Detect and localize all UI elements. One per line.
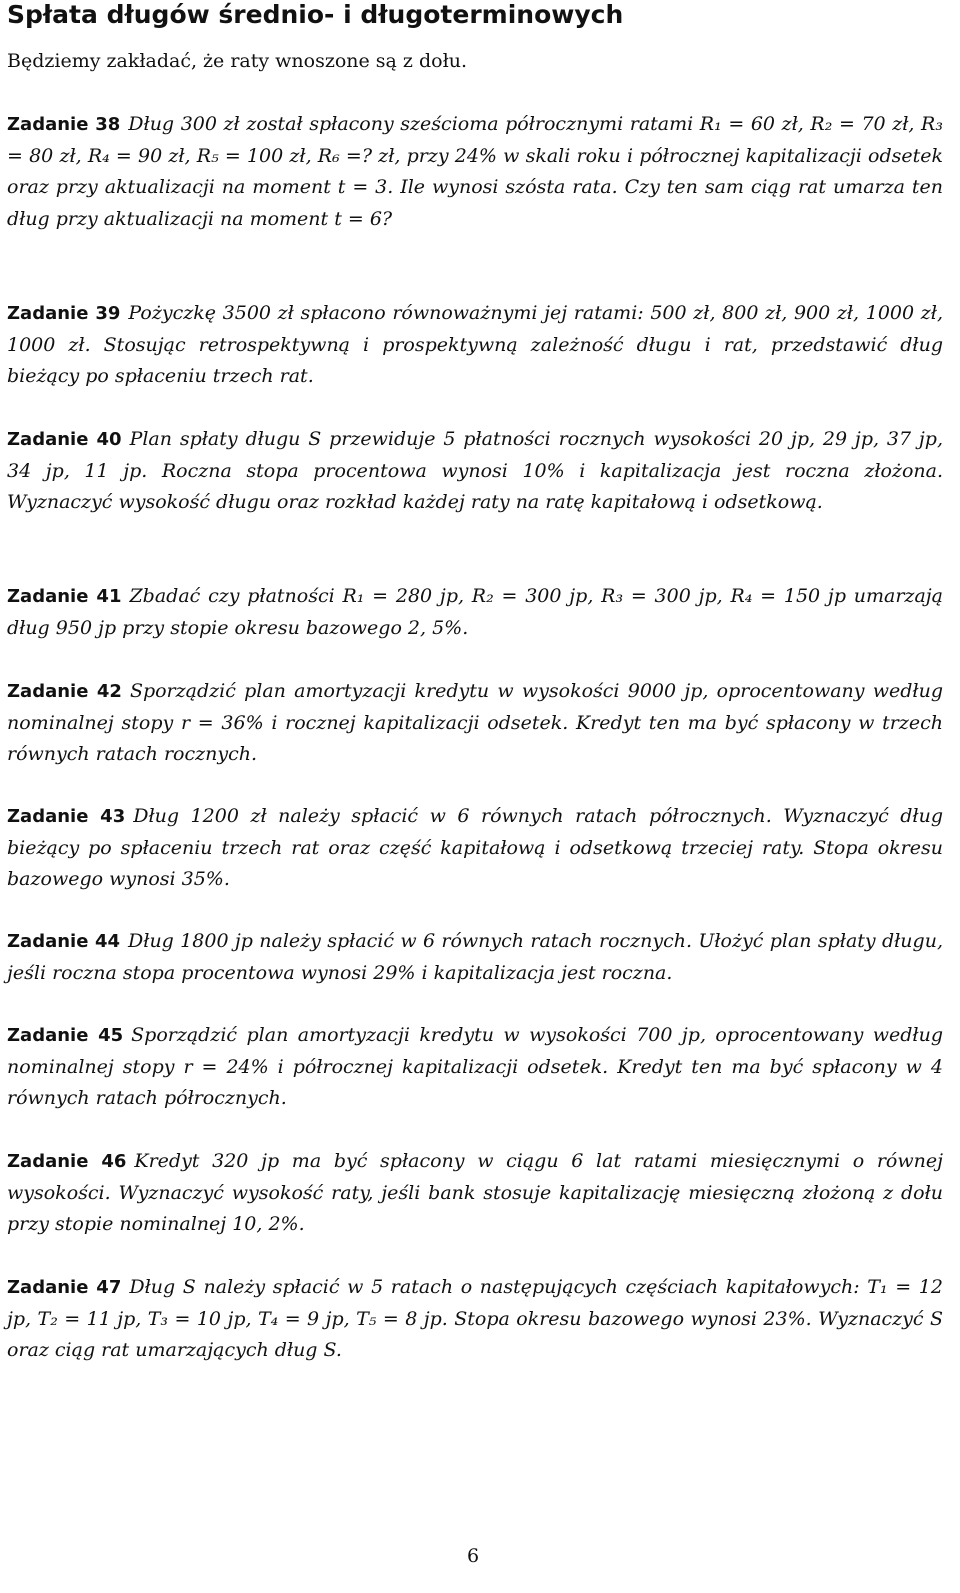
task-text: Dług 1800 jp należy spłacić w 6 równych ratach rocznych. Ułożyć plan spłaty długu, jeśli roczna stopa procentowa wynosi 29% i kapitalizacja jest roczna. <box>7 930 943 984</box>
task-46 <box>7 1146 943 1241</box>
task-38 <box>7 109 943 235</box>
task-44 <box>7 926 943 989</box>
task-text: Dług S należy spłacić w 5 ratach o następujących częściach kapitałowych: T₁ = 12 jp, T₂ = 11 jp, T₃ = 10 jp, T₄ = 9 jp, T₅ = 8 jp. Stopa okresu bazowego wynosi 23%. Wyznaczyć S oraz ciąg rat umarzających dług S. <box>7 1276 943 1361</box>
task-label: Zadanie 47 <box>7 1277 122 1298</box>
task-40 <box>7 424 943 519</box>
task-label: Zadanie 43 <box>7 806 126 827</box>
task-text: Zbadać czy płatności R₁ = 280 jp, R₂ = 300 jp, R₃ = 300 jp, R₄ = 150 jp umarzają dług 950 jp przy stopie okresu bazowego 2, 5%. <box>7 585 943 639</box>
task-label: Zadanie 40 <box>7 429 122 450</box>
intro-paragraph: Będziemy zakładać, że raty wnoszone są z dołu. <box>7 50 468 72</box>
task-text: Kredyt 320 jp ma być spłacony w ciągu 6 lat ratami miesięcznymi o równej wysokości. Wyznaczyć wysokość raty, jeśli bank stosuje kapitalizację miesięczną złożoną z dołu przy stopie nominalnej 10, 2%. <box>7 1150 943 1235</box>
task-label: Zadanie 46 <box>7 1151 127 1172</box>
task-text: Dług 1200 zł należy spłacić w 6 równych ratach półrocznych. Wyznaczyć dług bieżący po spłaceniu trzech rat oraz część kapitałową i odsetkową trzeciej raty. Stopa okresu bazowego wynosi 35%. <box>7 805 943 890</box>
page-number: 6 <box>466 1545 480 1567</box>
section-title: Spłata długów średnio- i długoterminowych <box>7 0 624 29</box>
task-47 <box>7 1272 943 1367</box>
task-label: Zadanie 44 <box>7 931 121 952</box>
task-41 <box>7 581 943 644</box>
task-42 <box>7 676 943 771</box>
task-text: Sporządzić plan amortyzacji kredytu w wysokości 9000 jp, oprocentowany według nominalnej stopy r = 36% i rocznej kapitalizacji odsetek. Kredyt ten ma być spłacony w trzech równych ratach rocznych. <box>7 680 943 765</box>
task-45 <box>7 1020 943 1115</box>
task-label: Zadanie 38 <box>7 114 121 135</box>
task-39 <box>7 298 943 393</box>
task-label: Zadanie 41 <box>7 586 122 607</box>
task-text: Sporządzić plan amortyzacji kredytu w wysokości 700 jp, oprocentowany według nominalnej stopy r = 24% i półrocznej kapitalizacji odsetek. Kredyt ten ma być spłacony w 4 równych ratach półrocznych. <box>7 1024 943 1109</box>
task-label: Zadanie 39 <box>7 303 121 324</box>
task-text: Dług 300 zł został spłacony sześcioma półrocznymi ratami R₁ = 60 zł, R₂ = 70 zł, R₃ = 80 zł, R₄ = 90 zł, R₅ = 100 zł, R₆ =? zł, przy 24% w skali roku i półrocznej kapitalizacji odsetek oraz przy aktualizacji na moment t = 3. Ile wynosi szósta rata. Czy ten sam ciąg rat umarza ten dług przy aktualizacji na moment t = 6? <box>7 113 943 230</box>
task-text: Plan spłaty długu S przewiduje 5 płatności rocznych wysokości 20 jp, 29 jp, 37 jp, 34 jp, 11 jp. Roczna stopa procentowa wynosi 10% i kapitalizacja jest roczna złożona. Wyznaczyć wysokość długu oraz rozkład każdej raty na ratę kapitałową i odsetkową. <box>7 428 943 513</box>
task-43 <box>7 801 943 896</box>
task-label: Zadanie 45 <box>7 1025 124 1046</box>
task-text: Pożyczkę 3500 zł spłacono równoważnymi jej ratami: 500 zł, 800 zł, 900 zł, 1000 zł, 1000 zł. Stosując retrospektywną i prospektywną zależność długu i rat, przedstawić dług bieżący po spłaceniu trzech rat. <box>7 302 943 387</box>
task-label: Zadanie 42 <box>7 681 122 702</box>
